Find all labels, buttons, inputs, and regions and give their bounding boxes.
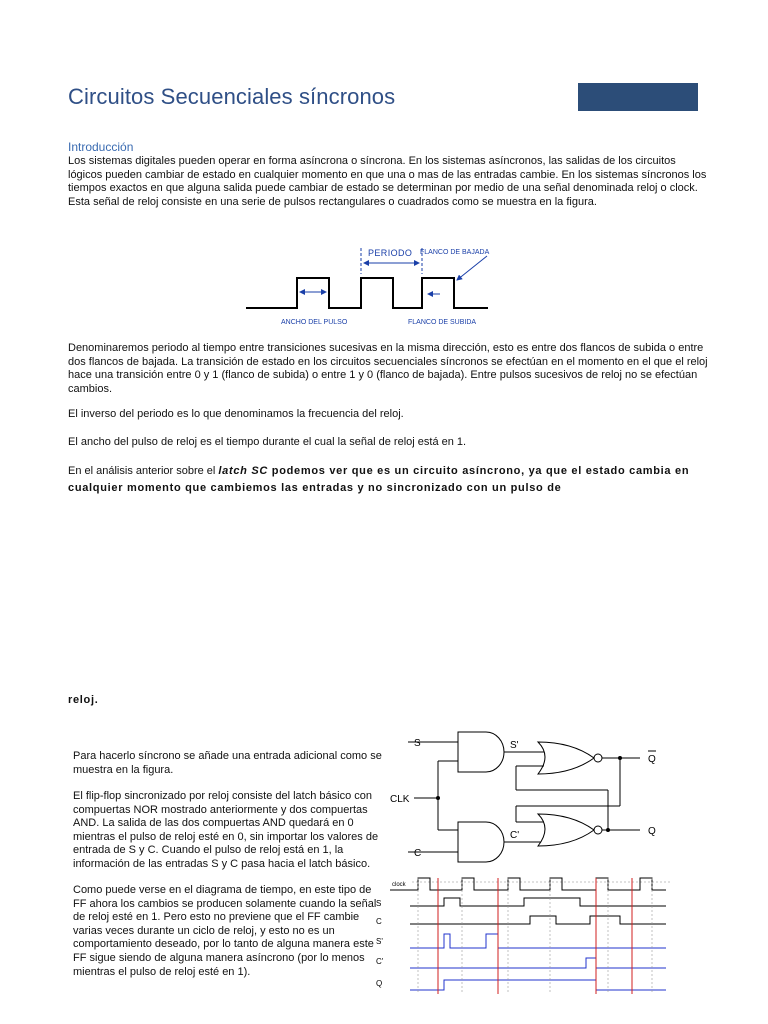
timing-label-clock: clock: [392, 882, 406, 888]
timing-s-wave: [410, 898, 666, 906]
clock-signal-figure: [244, 240, 534, 330]
input-c-label: C: [414, 848, 422, 859]
clk-label: CLK: [390, 794, 410, 805]
side-paragraph-flipflop: El flip-flop sincronizado por reloj consiste del latch básico con compuertas NOR mostrado anteriormente y dos compuertas AND. La salida de las dos compuertas AND quedará en 0 mientras el pulso de reloj esté en 0, sin importar los valores de entrada de S y C. Cuando el pulso de reloj está en 1, la información de las entradas S y C pasa hacia el latch básico.: [73, 790, 379, 870]
page-title: Circuitos Secuenciales síncronos: [68, 84, 396, 109]
timing-clock-wave: [390, 878, 666, 890]
latch-analysis-text: podemos ver que es un circuito asíncrono, ya que el estado cambia en cualquier momento que cambiemos las entradas y no sincronizado con un pulso de: [68, 465, 690, 494]
nor-gate-top: [538, 742, 594, 774]
timing-c-prime-wave: [410, 958, 666, 968]
periodo-label: PERIODO: [368, 248, 413, 258]
clocked-sc-flipflop-diagram: [386, 722, 676, 872]
nor-gate-bottom: [538, 814, 594, 846]
timing-label-c-prime: C': [376, 957, 384, 966]
latch-intro-text: En el análisis anterior sobre el: [68, 465, 219, 477]
timing-label-s: S: [376, 899, 382, 908]
body-paragraph-ancho: El ancho del pulso de reloj es el tiempo durante el cual la señal de reloj está en 1.: [68, 436, 467, 448]
body-paragraph-reloj: reloj.: [68, 694, 99, 706]
and-gate-bottom: [458, 822, 504, 862]
body-paragraph-periodo: Denominaremos periodo al tiempo entre transiciones sucesivas en la misma dirección, esto es entre dos flancos de subida o entre dos flancos de bajada. La transición de estado en los circuitos secuenciales síncronos se efectúan en el momento en el que el reloj hace una transición entre 0 y 1 (flanco de subida) o entre 1 y 0 (flanco de bajada). Entre pulsos sucesivos de reloj no se efectúan cambios.: [68, 342, 708, 395]
latch-sc-term: latch SC: [218, 465, 269, 477]
timing-label-s-prime: S': [376, 937, 383, 946]
section-heading-introduccion: Introducción: [68, 140, 134, 154]
intro-paragraph: Los sistemas digitales pueden operar en forma asíncrona o síncrona. En los sistemas asíncronos, las salidas de los circuitos lógicos pueden cambiar de estado en cualquier momento en que una o mas de las entradas cambie. En los sistemas síncronos los tiempos exactos en que alguna salida puede cambiar de estado se determinan por medio de una señal denominada reloj o clock. Esta señal de reloj consiste en una serie de pulsos rectangulares o cuadrados como se muestra en la figura.: [68, 155, 707, 208]
side-paragraph-diagrama: Como puede verse en el diagrama de tiempo, en este tipo de FF ahora los cambios se producen solamente cuando la señal de reloj esté en 1. Pero esto no previene que el FF cambie varias veces durante un ciclo de reloj, y esto no es un comportamiento deseado, por lo tanto de alguna manera este FF sigue siendo de alguna manera asíncrono (por lo menos mientras el pulso de reloj esté en 1).: [73, 884, 377, 978]
input-s-label: S: [414, 738, 421, 749]
s-prime-label: S': [510, 740, 519, 751]
c-prime-label: C': [510, 830, 520, 841]
timing-label-c: C: [376, 917, 382, 926]
body-paragraph-frecuencia: El inverso del periodo es lo que denominamos la frecuencia del reloj.: [68, 408, 404, 420]
ancho-pulso-label: ANCHO DEL PULSO: [281, 319, 348, 326]
flanco-subida-label: FLANCO DE SUBIDA: [408, 319, 477, 326]
timing-label-q: Q: [376, 979, 383, 988]
side-paragraph-sincrono: Para hacerlo síncrono se añade una entrada adicional como se muestra en la figura.: [73, 750, 382, 776]
q-bar-label: Q: [648, 754, 656, 765]
timing-s-prime-wave: [410, 934, 666, 948]
clock-waveform: [246, 278, 488, 308]
timing-diagram: [370, 874, 670, 996]
q-label: Q: [648, 826, 656, 837]
timing-c-wave: [410, 916, 666, 924]
body-paragraph-latch: [68, 463, 718, 497]
title-accent-bar: [578, 83, 698, 111]
flanco-bajada-label: FLANCO DE BAJADA: [420, 249, 490, 256]
and-gate-top: [458, 732, 504, 772]
timing-q-wave: [410, 980, 666, 990]
